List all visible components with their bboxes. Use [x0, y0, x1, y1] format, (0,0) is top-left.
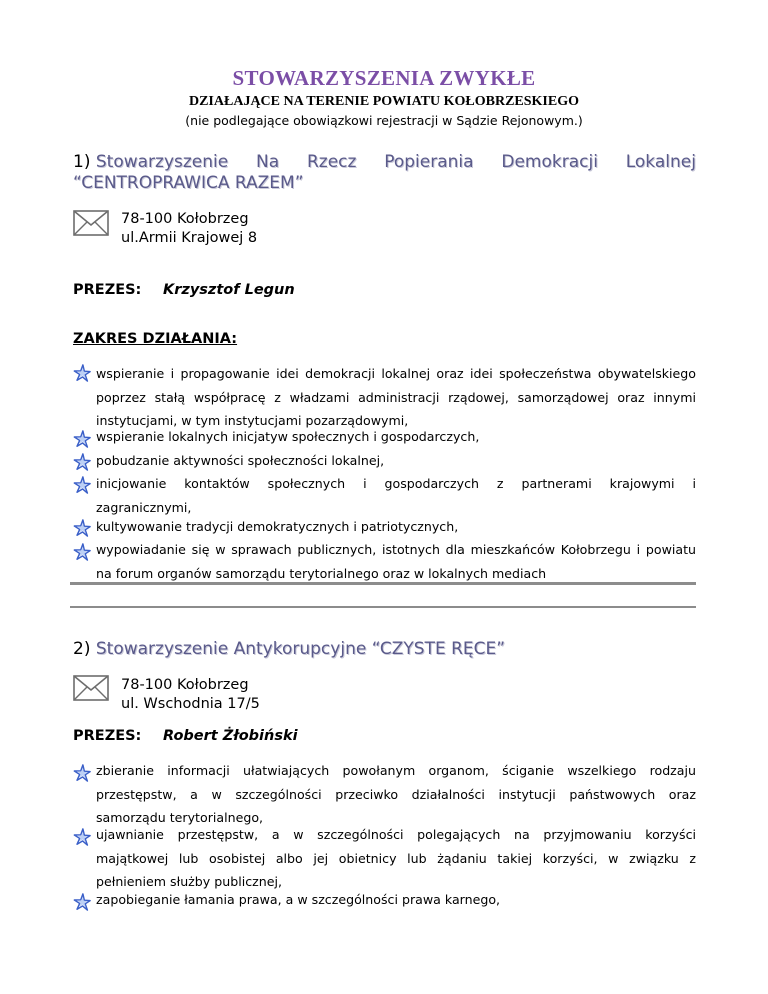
- registration-note: (nie podlegające obowiązkowi rejestracji w Sądzie Rejonowym.): [185, 113, 583, 128]
- envelope-icon: [73, 210, 109, 236]
- section1-number: 1): [73, 152, 91, 172]
- president-label: PREZES:: [73, 282, 142, 298]
- section1-name-word: Lokalnej: [625, 152, 696, 172]
- star-bullet-icon: [73, 893, 91, 911]
- list-item: wypowiadanie się w sprawach publicznych, istotnych dla mieszkańców Kołobrzegu i powiatu na forum organów samorządu terytorialnego oraz w lokalnych mediach: [96, 542, 696, 581]
- list-item: pobudzanie aktywności społeczności lokalnej,: [96, 453, 385, 468]
- section2-heading: [73, 639, 505, 659]
- star-bullet-icon: [73, 476, 91, 494]
- star-bullet-icon: [73, 543, 91, 561]
- star-bullet-icon: [73, 430, 91, 448]
- section1-name-line2: “CENTROPRAWICA RAZEM”: [73, 173, 304, 193]
- section1-name-word: Na: [256, 152, 280, 172]
- star-bullet-icon: [73, 519, 91, 537]
- list-item: zapobieganie łamania prawa, a w szczególności prawa karnego,: [96, 892, 501, 907]
- envelope-icon: [73, 675, 109, 701]
- section-divider: [70, 582, 696, 585]
- list-item: wspieranie i propagowanie idei demokracji lokalnej oraz idei społeczeństwa obywatelskiego poprzez stałą współpracę z władzami administracji rządowej, samorządowej oraz innymi instytucjami, w tym instytucjami pozarządowymi,: [96, 366, 696, 428]
- star-bullet-icon: [73, 364, 91, 382]
- star-bullet-icon: [73, 828, 91, 846]
- section-divider: [70, 606, 696, 608]
- president-label: PREZES:: [73, 728, 142, 744]
- president-name: Robert Żłobiński: [163, 728, 298, 744]
- star-bullet-icon: [73, 764, 91, 782]
- scope-heading: ZAKRES DZIAŁANIA:: [73, 331, 238, 347]
- section1-heading: [73, 152, 696, 193]
- star-bullet-icon: [73, 453, 91, 471]
- section2-name: Stowarzyszenie Antykorupcyjne “CZYSTE RĘCE”: [95, 639, 506, 659]
- address-line: 78-100 Kołobrzeg: [121, 677, 249, 693]
- list-item: kultywowanie tradycji demokratycznych i patriotycznych,: [96, 519, 459, 534]
- section1-name-word: Popierania: [384, 152, 474, 172]
- section1-name-word: Demokracji: [501, 152, 598, 172]
- president-name: Krzysztof Legun: [163, 282, 295, 298]
- list-item: inicjowanie kontaktów społecznych i gospodarczych z partnerami krajowymi i zagranicznymi,: [96, 476, 696, 515]
- list-item: ujawnianie przestępstw, a w szczególności polegających na przyjmowaniu korzyści majątkowej lub osobistej albo jej obietnicy lub żądaniu takiej korzyści, w związku z pełnieniem służby publicznej,: [96, 827, 696, 889]
- list-item: wspieranie lokalnych inicjatyw społecznych i gospodarczych,: [96, 429, 480, 444]
- page-title: STOWARZYSZENIA ZWYKŁE: [232, 66, 536, 90]
- section1-name-word: Stowarzyszenie: [95, 152, 229, 172]
- section1-address: [121, 210, 257, 248]
- page-subtitle: DZIAŁAJĄCE NA TERENIE POWIATU KOŁOBRZESKIEGO: [188, 94, 579, 109]
- address-line: ul. Wschodnia 17/5: [121, 696, 260, 712]
- section2-address: [121, 676, 260, 714]
- address-line: 78-100 Kołobrzeg: [121, 211, 249, 227]
- list-item: zbieranie informacji ułatwiających powołanym organom, ściganie wszelkiego rodzaju przestępstw, a w szczególności przeciwko działalności instytucji państwowych oraz samorządu terytorialnego,: [96, 763, 696, 825]
- section2-number: 2): [73, 639, 91, 659]
- section1-name-word: Rzecz: [306, 152, 357, 172]
- address-line: ul.Armii Krajowej 8: [121, 230, 258, 246]
